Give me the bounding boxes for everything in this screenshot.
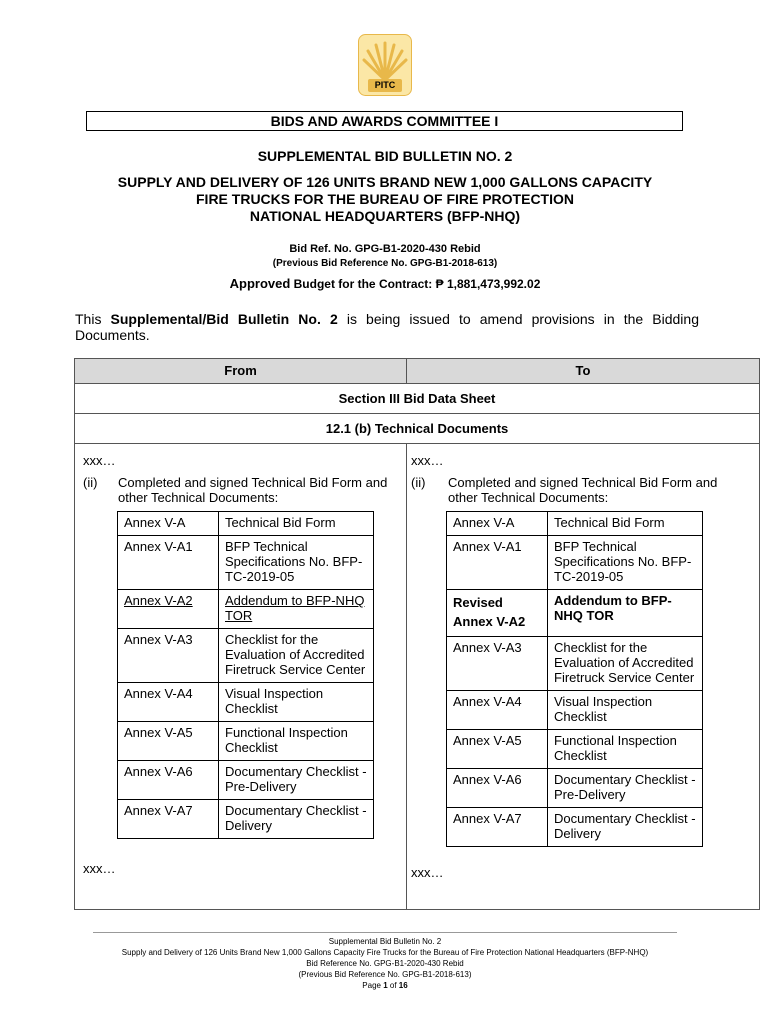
annex-desc: Visual Inspection Checklist [219, 683, 374, 722]
page-total: 16 [398, 981, 408, 990]
annex-desc: Technical Bid Form [548, 512, 703, 536]
annex-desc: Documentary Checklist - Delivery [219, 800, 374, 839]
table-row [447, 808, 703, 847]
approved-budget [0, 276, 770, 291]
to-item-text: Completed and signed Technical Bid Form and other Technical Documents: [448, 475, 718, 505]
footer-line-1: Supplemental Bid Bulletin No. 2 [328, 937, 442, 946]
annex-desc-revised: Addendum to BFP-NHQ TOR [548, 590, 703, 637]
previous-bid-reference: (Previous Bid Reference No. GPG-B1-2018-613) [272, 258, 498, 269]
annex-cell: Annex V-A6 [447, 769, 548, 808]
table-row [118, 512, 374, 536]
table-row [447, 769, 703, 808]
annex-desc: Addendum to BFP-NHQ TOR [219, 590, 374, 629]
project-title-line: FIRE TRUCKS FOR THE BUREAU OF FIRE PROTECTION [196, 191, 574, 207]
logo-text: PITC [374, 80, 396, 90]
annex-cell: Annex V-A3 [118, 629, 219, 683]
intro-bold: Supplemental/Bid Bulletin No. 2 [110, 311, 338, 327]
abc-amount: Budget for the Contract: ₱ 1,881,473,992.02 [290, 277, 541, 291]
bulletin-title: SUPPLEMENTAL BID BULLETIN NO. 2 [257, 148, 513, 164]
project-title [0, 174, 770, 225]
intro-pre: This [75, 311, 111, 327]
annex-cell: Annex V-A4 [447, 691, 548, 730]
annex-cell-revised: Revised Annex V-A2 [447, 590, 548, 637]
to-header: To [575, 363, 591, 378]
table-row [447, 512, 703, 536]
annex-desc: BFP Technical Specifications No. BFP-TC-2019-05 [548, 536, 703, 590]
subsection-row: 12.1 (b) Technical Documents [75, 414, 759, 444]
abc-word: Approved [229, 276, 291, 291]
bid-reference: Bid Ref. No. GPG-B1-2020-430 Rebid [289, 243, 481, 255]
amendment-table [74, 358, 760, 910]
annex-desc: Documentary Checklist - Delivery [548, 808, 703, 847]
annex-cell: Annex V-A1 [118, 536, 219, 590]
project-title-line: SUPPLY AND DELIVERY OF 126 UNITS BRAND NEW 1,000 GALLONS CAPACITY [117, 174, 653, 190]
annex-cell: Annex V-A4 [118, 683, 219, 722]
annex-cell: Annex V-A2 [118, 590, 219, 629]
from-annex-table [117, 511, 374, 839]
from-item-no: (ii) [83, 475, 98, 490]
project-title-line: NATIONAL HEADQUARTERS (BFP-NHQ) [249, 208, 521, 224]
page-number [0, 981, 770, 991]
table-row [447, 637, 703, 691]
section-row: Section III Bid Data Sheet [75, 384, 759, 414]
table-row [118, 590, 374, 629]
annex-cell: Annex V-A5 [118, 722, 219, 761]
from-header: From [75, 359, 407, 383]
annex-cell: Annex V-A [118, 512, 219, 536]
table-row [118, 800, 374, 839]
to-annex-table [446, 511, 703, 847]
annex-cell: Annex V-A7 [447, 808, 548, 847]
annex-cell: Annex V-A [447, 512, 548, 536]
column-divider [406, 444, 407, 909]
annex-desc: Functional Inspection Checklist [219, 722, 374, 761]
annex-desc: BFP Technical Specifications No. BFP-TC-2019-05 [219, 536, 374, 590]
annex-cell: Annex V-A7 [118, 800, 219, 839]
intro-post: is being issued to amend provisions in the Bidding Documents. [75, 311, 699, 343]
page-current: 1 [383, 981, 388, 990]
intro-paragraph [75, 311, 699, 343]
page-of: of [387, 981, 399, 990]
to-item-no: (ii) [411, 475, 426, 490]
table-row [118, 629, 374, 683]
table-row [118, 722, 374, 761]
footer-line-3: Bid Reference No. GPG-B1-2020-430 Rebid [306, 959, 464, 968]
footer-line-4: (Previous Bid Reference No. GPG-B1-2018-613) [298, 970, 472, 979]
table-row [447, 536, 703, 590]
annex-cell: Annex V-A5 [447, 730, 548, 769]
page-label: Page [362, 981, 384, 990]
table-row [118, 536, 374, 590]
footer-line-2: Supply and Delivery of 126 Units Brand New 1,000 Gallons Capacity Fire Trucks for the Bureau of Fire Protection National Headquarters (BFP-NHQ) [121, 948, 649, 957]
from-ellipsis-bottom: xxx… [83, 861, 116, 876]
pitc-logo [358, 34, 412, 96]
table-header-row [75, 359, 759, 384]
annex-cell: Annex V-A6 [118, 761, 219, 800]
to-ellipsis-bottom: xxx… [411, 865, 444, 880]
committee-box: BIDS AND AWARDS COMMITTEE I [86, 111, 683, 131]
table-row [447, 730, 703, 769]
annex-desc: Documentary Checklist - Pre-Delivery [219, 761, 374, 800]
table-row [118, 683, 374, 722]
footer-divider [93, 932, 677, 933]
annex-desc: Visual Inspection Checklist [548, 691, 703, 730]
to-ellipsis-top: xxx… [411, 453, 444, 468]
annex-cell: Annex V-A3 [447, 637, 548, 691]
annex-desc: Functional Inspection Checklist [548, 730, 703, 769]
annex-cell: Annex V-A1 [447, 536, 548, 590]
from-ellipsis-top: xxx… [83, 453, 116, 468]
table-row [118, 761, 374, 800]
annex-desc: Checklist for the Evaluation of Accredited Firetruck Service Center [219, 629, 374, 683]
annex-desc: Checklist for the Evaluation of Accredited Firetruck Service Center [548, 637, 703, 691]
annex-desc: Technical Bid Form [219, 512, 374, 536]
table-row [447, 590, 703, 637]
annex-desc: Documentary Checklist - Pre-Delivery [548, 769, 703, 808]
from-item-text: Completed and signed Technical Bid Form and other Technical Documents: [118, 475, 388, 505]
table-row [447, 691, 703, 730]
